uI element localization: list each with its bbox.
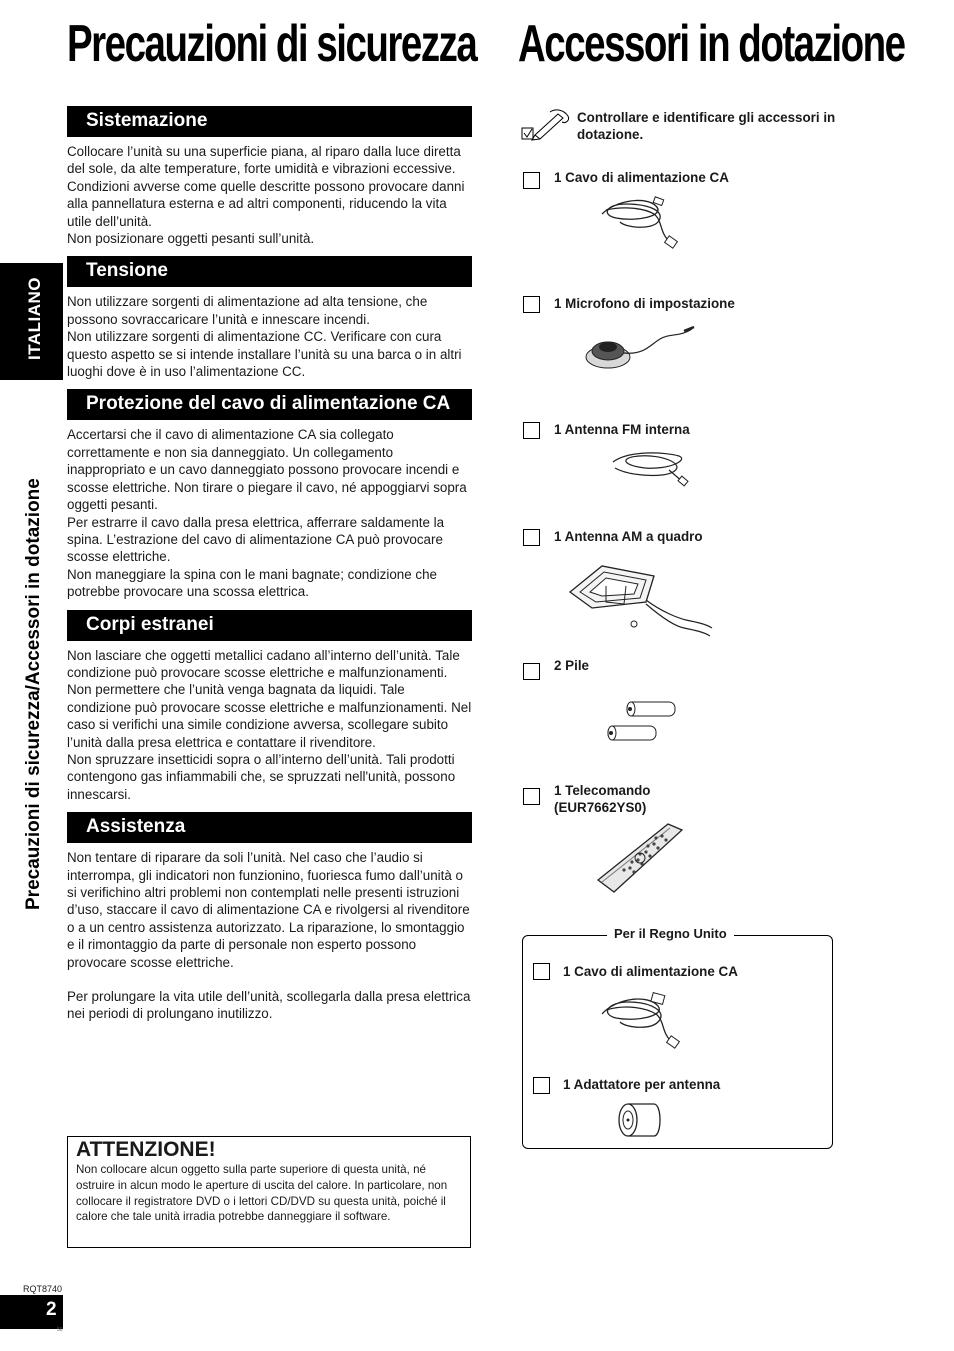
section-text: Accertarsi che il cavo di alimentazione CA sia collegato correttamente e non sia danneggiato. Un collegamento inappropriato e un cavo danneggiato possono provocare incendi e scosse elettriche. Non tirare o piegare il cavo, né appoggiarvi sopra oggetti pesanti. [67,427,467,513]
microphone-icon [584,325,704,377]
section-heading: Assistenza [67,812,472,843]
section-heading: Protezione del cavo di alimentazione CA [67,389,472,420]
warning-title: ATTENZIONE! [76,1138,216,1161]
section-text: Non maneggiare la spina con le mani bagnate; condizione che potrebbe provocare una scossa elettrica. [67,566,437,600]
fm-antenna-icon [609,446,693,488]
accessory-label: 1 Cavo di alimentazione CA [554,170,729,185]
accessory-label: 1 Antenna FM interna [554,422,690,437]
language-tab-label: ITALIANO [25,276,44,360]
accessories-intro: Controllare e identificare gli accessori in dotazione. [577,110,836,142]
batteries-icon [605,700,679,744]
uk-box-title: Per il Regno Unito [607,925,734,942]
section-text: Collocare l’unità su una superficie piana, al riparo dalla luce diretta del sole, da alte temperature, forte umidità e vibrazioni eccessive. Condizioni avverse come quelle descritte possono provocare danni alla pannellatura esterna e ad altri componenti, riducendo la vita utile dell’unità. [67,144,465,229]
checkbox-batteries[interactable] [523,663,540,680]
antenna-adaptor-icon [616,1102,666,1140]
warning-box [67,1136,471,1248]
checkbox-antenna-adaptor[interactable] [533,1077,550,1094]
accessory-label: 1 Telecomando [554,783,651,798]
safety-precautions-column [67,106,472,1032]
accessory-label: 1 Antenna AM a quadro [554,529,703,544]
section-heading: Corpi estranei [67,610,472,641]
section-text: Non utilizzare sorgenti di alimentazione ad alta tensione, che possono sovraccaricare l’unità e innescare incendi. [67,294,428,327]
am-loop-antenna-icon [566,562,718,642]
accessory-label: 1 Adattatore per antenna [563,1077,721,1092]
accessory-label: 2 Pile [554,658,589,673]
section-heading: Tensione [67,256,472,287]
section-text: Non tentare di riparare da soli l’unità. Nel caso che l’audio si interrompa, gli indicatori non funzionino, fuoriesca fumo dall’unità o si verifichino altri problemi non contemplati nelle presenti istruzioni d’uso, staccare il cavo di alimentazione CA e rivolgersi al rivenditore o a un centro assistenza autorizzato. La riparazione, lo smontaggio e il rimontaggio da parte di personale non esperto possono provocare scosse elettriche. [67,850,470,970]
accessory-label: 1 Cavo di alimentazione CA [563,964,738,979]
document-code: RQT8740 [23,1284,63,1294]
remote-control-icon [596,822,688,896]
page-number: 2 [46,1299,57,1320]
checkbox-am-antenna[interactable] [523,529,540,546]
section-text: Per prolungare la vita utile dell’unità, scollegarla dalla presa elettrica nei periodi di prolungano inutilizzo. [67,989,471,1022]
checkbox-uk-power-cord[interactable] [533,963,550,980]
tiny-print-code: 50 [57,1327,63,1333]
section-text: Non permettere che l’unità venga bagnata da liquidi. Tale condizione può provocare scosse elettriche e malfunzionamenti. Nel caso si verifichi una simile condizione avversa, scollegare subito l’unità dalla presa elettrica e contattare il rivenditore. [67,682,472,750]
pen-check-icon [520,108,576,144]
power-cord-icon [596,192,686,252]
accessory-label-model: (EUR7662YS0) [554,800,647,815]
accessory-label: 1 Microfono di impostazione [554,296,735,311]
section-sistemazione [67,106,472,247]
section-text: Non utilizzare sorgenti di alimentazione CC. Verificare con cura questo aspetto se si intende installare l’unità su una barca o in altri luoghi dove è in uso l’alimentazione CC. [67,329,462,380]
page-title-precautions: Precauzioni di sicurezza [67,15,477,73]
checkbox-microphone[interactable] [523,296,540,313]
checkbox-fm-antenna[interactable] [523,422,540,439]
section-tensione [67,256,472,380]
checkbox-remote[interactable] [523,788,540,805]
section-text: Non lasciare che oggetti metallici cadano all’interno dell’unità. Tale condizione può provocare scosse elettriche e malfunzionamenti. [67,647,460,680]
section-cavo [67,389,472,600]
page-title-accessories: Accessori in dotazione [518,15,905,73]
side-section-label: Precauzioni di sicurezza/Accessori in dotazione [23,478,44,910]
section-text: Non posizionare oggetti pesanti sull’unità. [67,231,315,247]
section-heading: Sistemazione [67,106,472,137]
section-text: Non spruzzare insetticidi sopra o all’interno dell’unità. Tali prodotti contengono gas infiammabili che, se spruzzati nell'unità, possono innescarsi. [67,751,456,802]
power-cord-icon [596,990,688,1050]
section-text: Per estrarre il cavo dalla presa elettrica, afferrare saldamente la spina. L’estrazione del cavo di alimentazione CA può provocare scosse elettriche. [67,514,445,565]
warning-text: Non collocare alcun oggetto sulla parte superiore di questa unità, né ostruire in alcun modo le aperture di uscita del calore. In particolare, non collocare il registratore DVD o i lettori CD/DVD su questa unità, poiché il calore che tale unità irradia potrebbe danneggiare il software. [76,1163,448,1224]
checkbox-power-cord[interactable] [523,172,540,189]
section-corpi-estranei [67,610,472,804]
section-assistenza [67,812,472,1023]
